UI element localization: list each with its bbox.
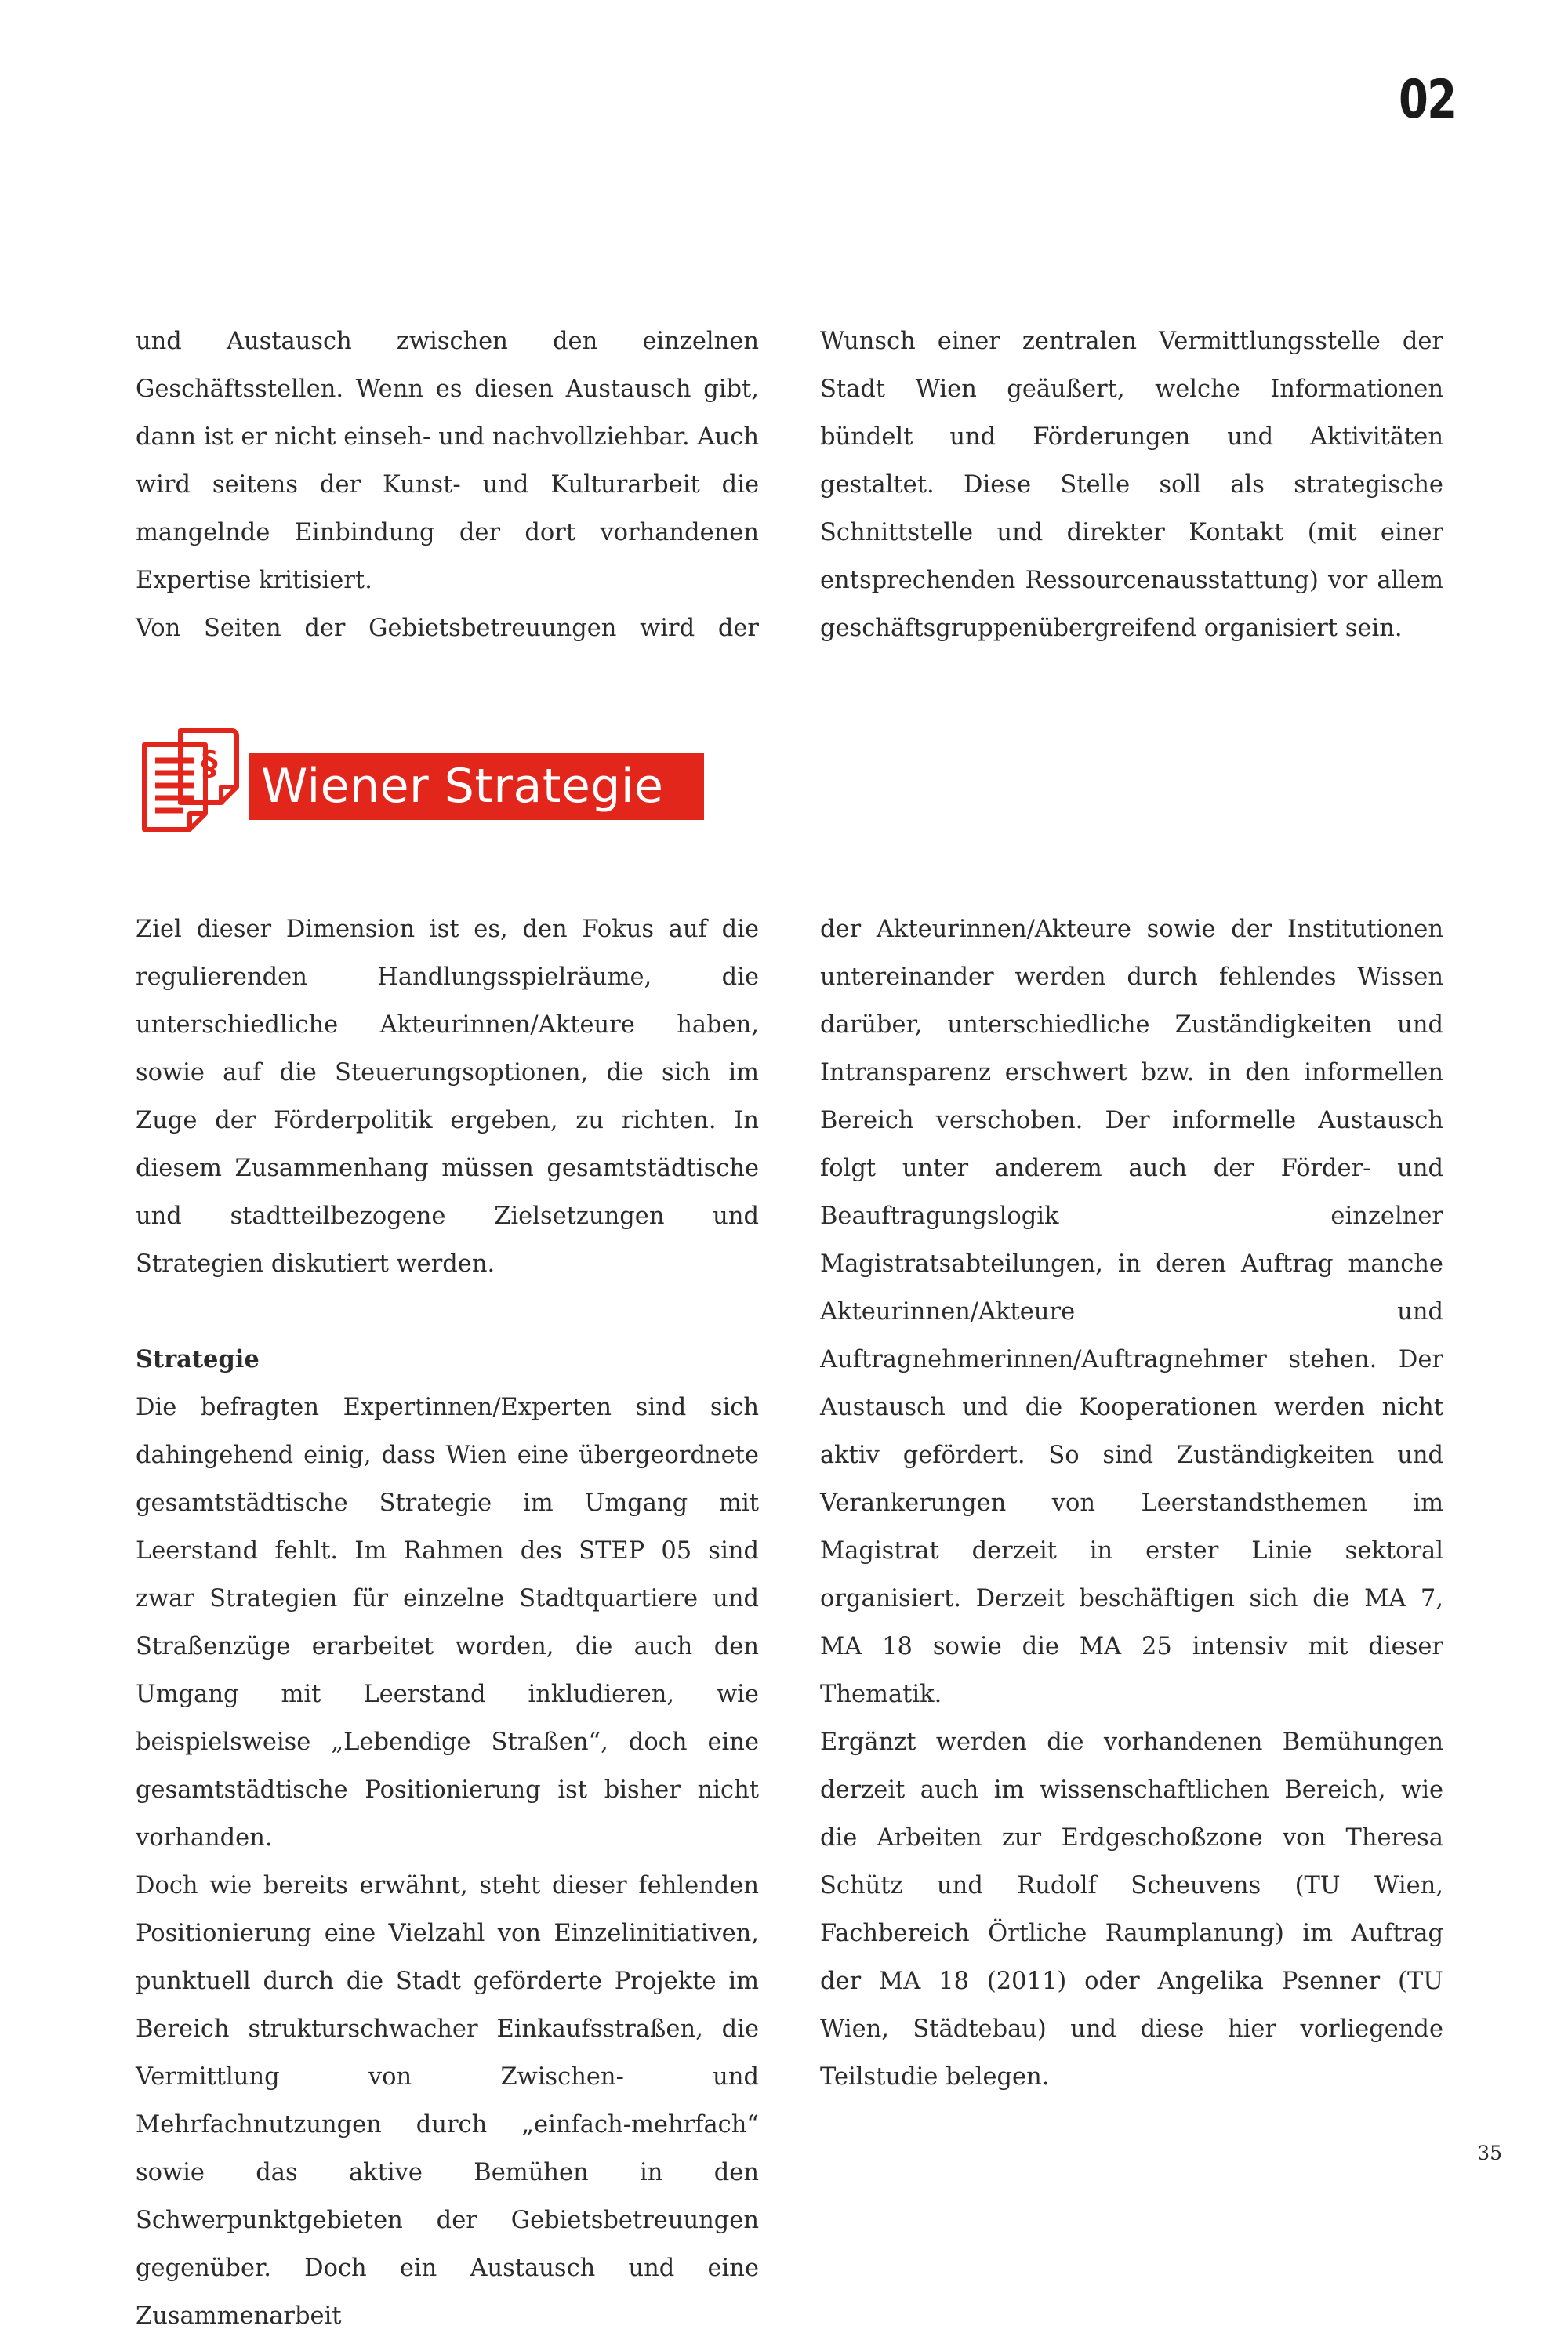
intro-paragraph: Ziel dieser Dimension ist es, den Fokus auf die regulierenden Handlungsspielräume, die unterschiedliche Akteurinnen/Akteure haben, sowie auf die Steuerungsoptionen, die sich im Zuge der Förderpolitik ergeben, zu richten. In diesem Zusammenhang müssen gesamtstädtische und stadtteilbezogene Zielsetzungen und Strategien diskutiert werden. bbox=[136, 916, 759, 1278]
paragraph: Ergänzt werden die vorhandenen Bemühungen derzeit auch im wissenschaftlichen Bereich, wie die Arbeiten zur Erdgeschoßzone von Theresa Schütz und Rudolf Scheuvens (TU Wien, Fachbereich Örtliche Raumplanung) im Auftrag der MA 18 (2011) oder Angelika Psenner (TU Wien, Städtebau) und diese hier vorliegende Teilstudie belegen. bbox=[820, 1729, 1443, 2091]
paragraph: der Akteurinnen/Akteure sowie der Institutionen untereinander werden durch fehlendes Wissen darüber, unterschiedliche Zuständigkeiten und Intransparenz erschwert bzw. in den informellen Bereich verschoben. Der informelle Austausch folgt unter anderem auch der Förder- und Beauftragungslogik einzelner Magistratsabteilungen, in deren Auftrag manche Akteurinnen/Akteure und Auftragnehmerinnen/Auftragnehmer stehen. Der Austausch und die Kooperationen werden nicht aktiv gefördert. So sind Zuständigkeiten und Verankerungen von Leerstandsthemen im Magistrat derzeit in erster Linie sektoral organisiert. Derzeit beschäftigen sich die MA 7, MA 18 sowie die MA 25 intensiv mit dieser Thematik. bbox=[820, 916, 1443, 1708]
main-left-column bbox=[136, 905, 759, 2340]
paragraph: und Austausch zwischen den einzelnen Geschäftsstellen. Wenn es diesen Austausch gibt, dann ist er nicht einseh- und nachvollziehbar. Auch wird seitens der Kunst- und Kulturarbeit die mangelnde Einbindung der dort vorhandenen Expertise kritisiert. bbox=[136, 328, 759, 594]
paragraph: Doch wie bereits erwähnt, steht dieser fehlenden Positionierung eine Vielzahl von Einzelinitiativen, punktuell durch die Stadt geförderte Projekte im Bereich strukturschwacher Einkaufsstraßen, die Vermittlung von Zwischen- und Mehrfachnutzungen durch „einfach-mehrfach“ sowie das aktive Bemühen in den Schwerpunktgebieten der Gebietsbetreuungen gegenüber. Doch ein Austausch und eine Zusammenarbeit bbox=[136, 1872, 759, 2330]
section-title: Wiener Strategie bbox=[249, 753, 704, 820]
paragraph: Wunsch einer zentralen Vermittlungsstelle der Stadt Wien geäußert, welche Informationen bündelt und Förderungen und Aktivitäten gestaltet. Diese Stelle soll als strategische Schnittstelle und direkter Kontakt (mit einer entsprechenden Ressourcenausstattung) vor allem geschäftsgruppenübergreifend organisiert sein. bbox=[820, 328, 1443, 642]
paragraph: Von Seiten der Gebietsbetreuungen wird der bbox=[136, 615, 759, 642]
subheading: Strategie bbox=[136, 1345, 260, 1373]
page-number: 35 bbox=[1477, 2142, 1502, 2164]
paragraph: Die befragten Expertinnen/Experten sind sich dahingehend einig, dass Wien eine übergeordnete gesamtstädtische Strategie im Umgang mit Leerstand fehlt. Im Rahmen des STEP 05 sind zwar Strategien für einzelne Stadtquartiere und Straßenzüge erarbeitet worden, die auch den Umgang mit Leerstand inkludieren, wie beispielsweise „Lebendige Straßen“, doch eine gesamtstädtische Positionierung ist bisher nicht vorhanden. bbox=[136, 1394, 759, 1852]
paragraph-symbol: § bbox=[201, 744, 218, 782]
top-left-column bbox=[136, 317, 759, 652]
chapter-number: 02 bbox=[1399, 69, 1456, 131]
top-right-column bbox=[820, 317, 1443, 652]
main-right-column bbox=[820, 905, 1443, 2101]
legal-documents-icon bbox=[140, 726, 241, 836]
